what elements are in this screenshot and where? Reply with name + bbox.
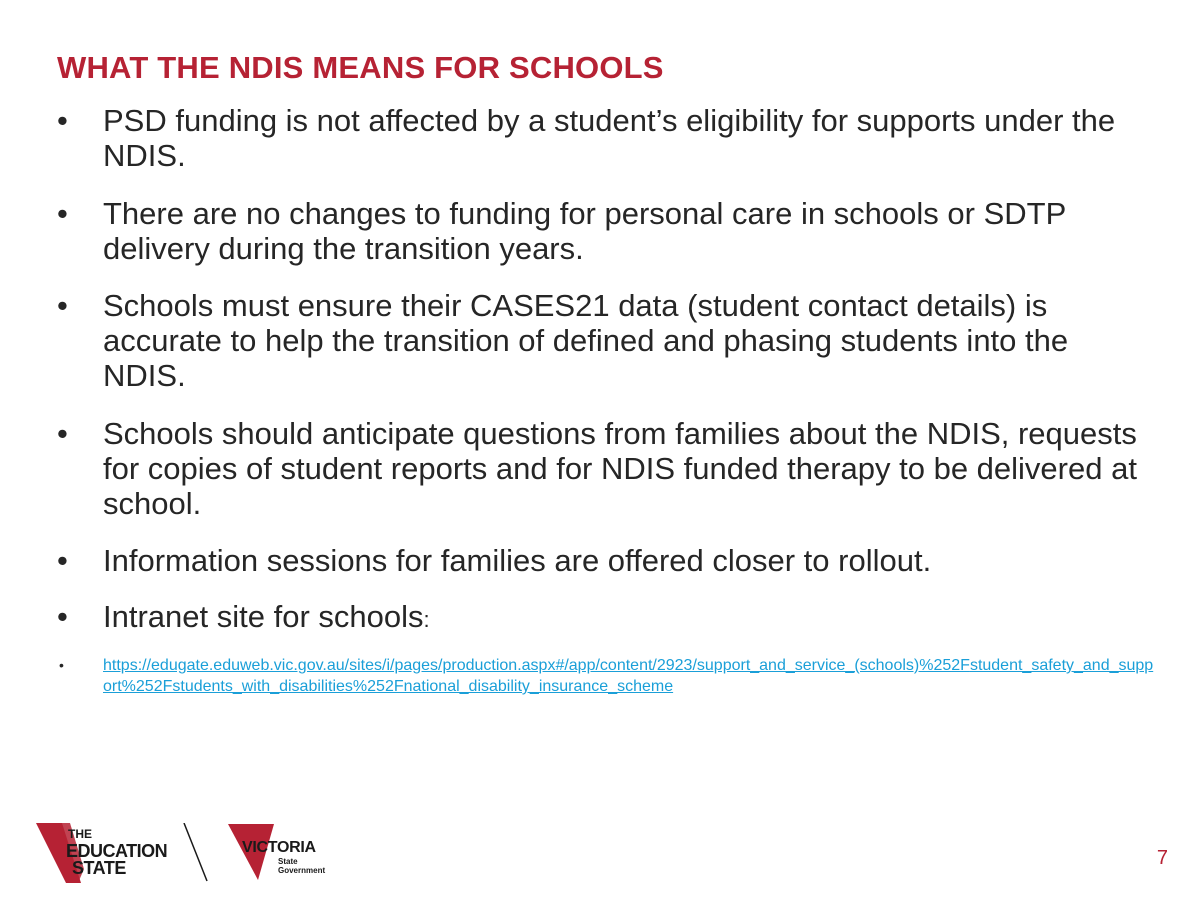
intranet-colon: : xyxy=(423,607,430,632)
bullet-item xyxy=(57,599,1137,637)
bullet-text-intranet xyxy=(103,599,1137,637)
intranet-link-line2: student_safety_and_support%252Fstudents_with_disabilities%252Fnational_disability_insurance_scheme xyxy=(103,657,1154,695)
bullet-text: Schools should anticipate questions from families about the NDIS, requests for copies of student reports and for NDIS funded therapy to be delivered at school. xyxy=(103,416,1137,521)
bullet-item xyxy=(57,543,1137,578)
bullet-text: Schools must ensure their CASES21 data (student contact details) is accurate to help the transition of defined and phasing students into the NDIS. xyxy=(103,288,1069,393)
bullet-item xyxy=(57,416,1137,521)
page-number: 7 xyxy=(1156,847,1168,869)
victoria-wordmark: VICTORIA xyxy=(242,839,316,856)
education-state-line2: EDUCATION xyxy=(66,841,168,861)
victoria-state-text: State xyxy=(278,857,298,866)
bullet-marker: • xyxy=(57,196,68,231)
education-state-slash xyxy=(184,823,207,881)
bullet-item xyxy=(57,288,1137,393)
victoria-state-government-logo xyxy=(228,822,338,882)
intranet-label: Intranet site for schools xyxy=(103,599,424,634)
bullet-marker: • xyxy=(57,103,68,138)
education-state-line3: STATE xyxy=(72,858,126,878)
intranet-link[interactable] xyxy=(103,655,1157,697)
link-bullet-item xyxy=(57,655,1157,697)
bullet-text: Information sessions for families are offered closer to rollout. xyxy=(103,543,932,578)
bullet-marker: • xyxy=(59,657,64,673)
bullet-marker: • xyxy=(57,288,68,323)
intranet-link-line1: https://edugate.eduweb.vic.gov.au/sites/i/pages/production.aspx#/app/content/2923/support_and_service_(schools)%252F xyxy=(103,657,970,674)
bullet-text: PSD funding is not affected by a student’s eligibility for supports under the NDIS. xyxy=(103,103,1116,173)
bullet-item xyxy=(57,103,1137,173)
bullet-item xyxy=(57,196,1137,266)
slide-title: WHAT THE NDIS MEANS FOR SCHOOLS xyxy=(57,50,664,85)
victoria-government-text: Government xyxy=(278,866,326,875)
bullet-text: There are no changes to funding for personal care in schools or SDTP delivery during the transition years. xyxy=(103,196,1066,266)
education-state-line1: THE xyxy=(68,827,92,841)
bullet-marker: • xyxy=(57,599,68,634)
bullet-marker: • xyxy=(57,416,68,451)
bullet-marker: • xyxy=(57,543,68,578)
education-state-logo xyxy=(36,823,212,883)
